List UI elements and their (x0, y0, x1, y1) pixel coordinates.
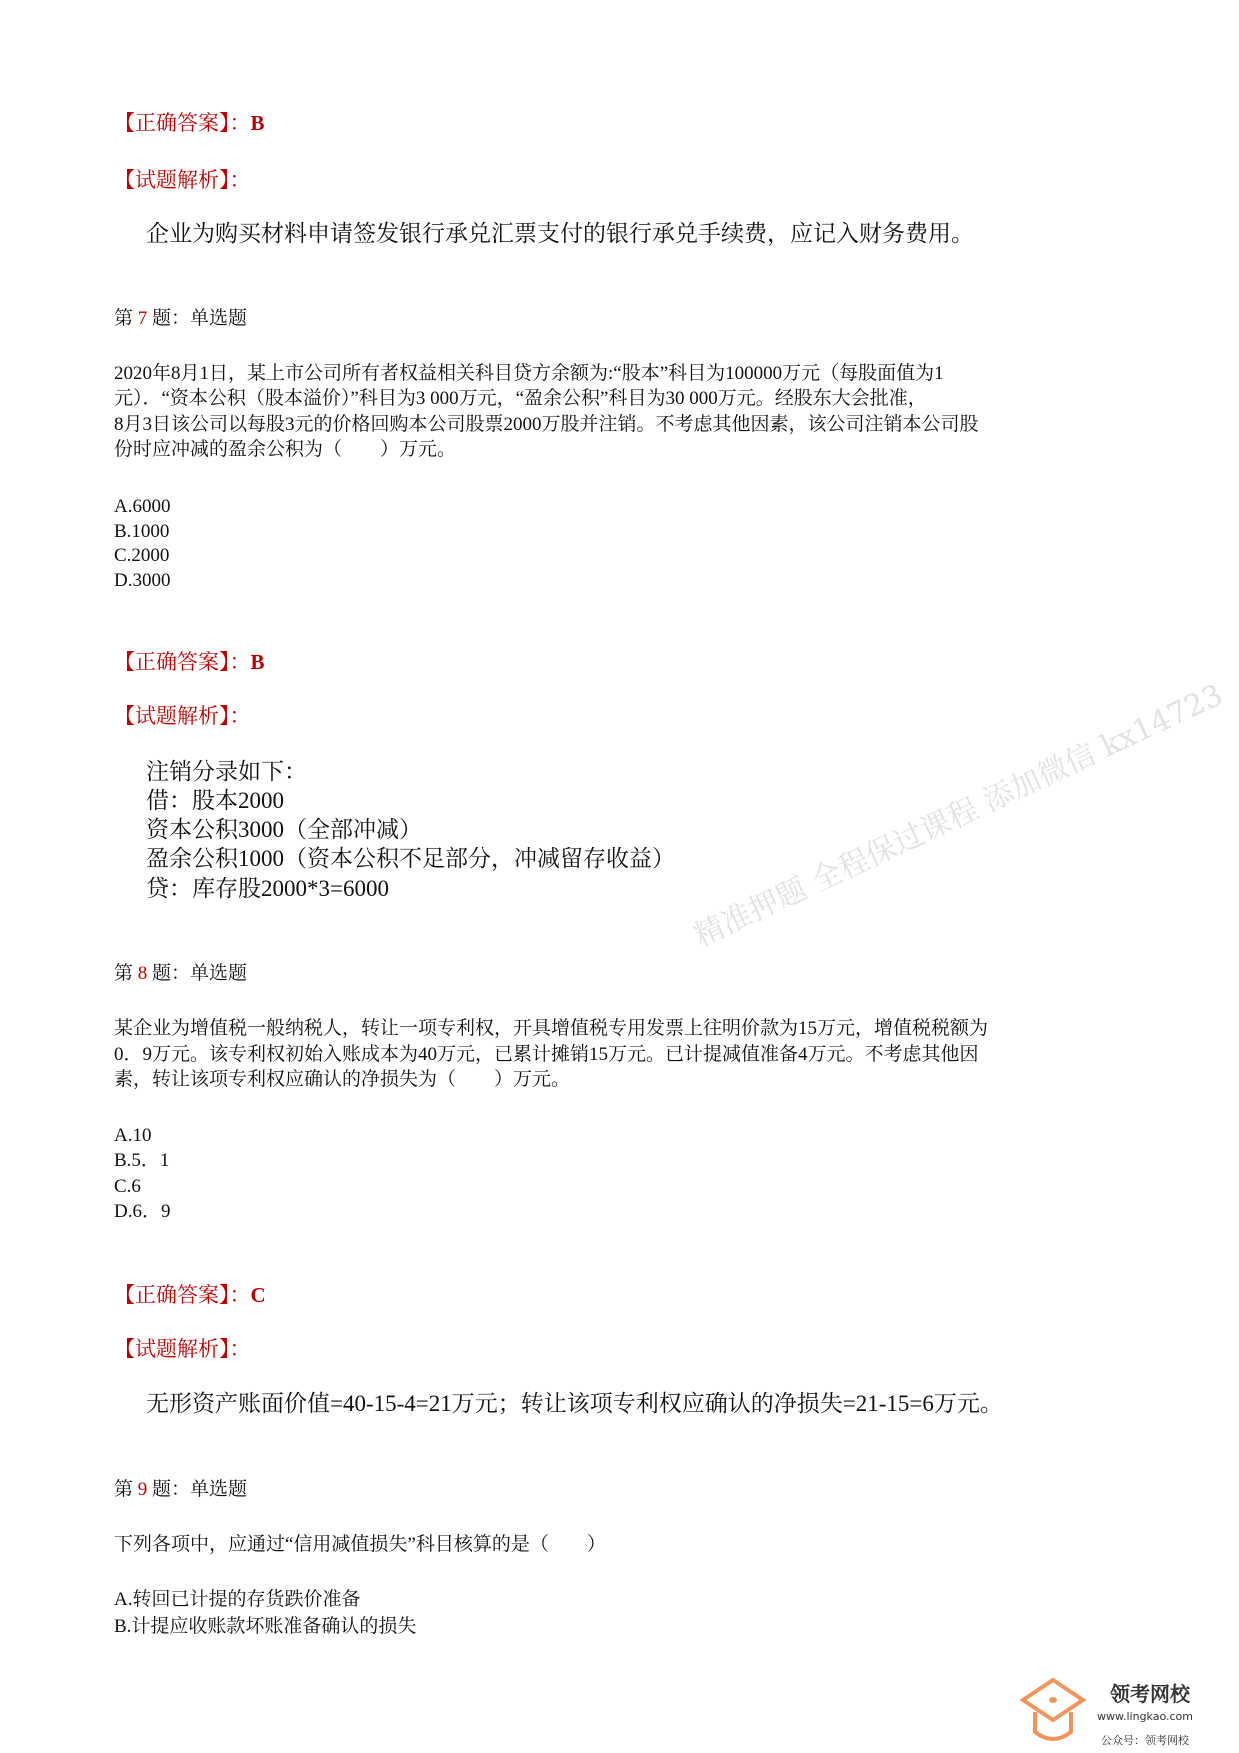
analysis-label: 【试题解析】： (114, 1337, 251, 1361)
option-text: B.1000 (114, 520, 170, 542)
question-line (114, 415, 979, 434)
lingkao-logo (1015, 1670, 1239, 1753)
option-text: D.6．9 (114, 1200, 171, 1222)
question-text-line: 份时应冲减的盈余公积为（ ）万元。 (114, 438, 457, 460)
option-item (114, 497, 170, 516)
answer-value: C (250, 1283, 266, 1307)
question-line (114, 440, 456, 459)
analysis-text: 企业为购买材料申请签发银行承兑汇票支付的银行承兑手续费，应记入财务费用。 (146, 221, 974, 246)
option-item (114, 1202, 170, 1221)
analysis-label: 【试题解析】： (114, 168, 251, 192)
q-number: 8 (137, 963, 148, 984)
analysis-text: 借：股本2000 (146, 788, 284, 813)
analysis-text: 贷：库存股2000*3=6000 (146, 876, 389, 901)
question-heading (114, 309, 247, 328)
analysis-text: 资本公积3000（全部冲减） (146, 817, 422, 842)
question-text-line: 元）．“资本公积（股本溢价）”科目为3 000万元，“盈余公积”科目为30 000万元。经股东大会批准， (114, 388, 927, 410)
answer-label: 【正确答案】： (114, 1283, 251, 1307)
q-number: 7 (137, 308, 148, 329)
logo-url: www.lingkao.com (1097, 1710, 1193, 1723)
q-number: 9 (137, 1479, 148, 1500)
option-text: D.3000 (114, 569, 171, 591)
question-text-line: 2020年8月1日，某上市公司所有者权益相关科目贷方余额为:“股本”科目为100000万元（每股面值为1 (114, 363, 944, 384)
analysis-line (146, 877, 389, 900)
option-text: C.2000 (114, 545, 170, 566)
analysis-line (146, 847, 675, 870)
q-type: 题：单选题 (152, 963, 248, 984)
option-text: A.转回已计提的存货跌价准备 (114, 1589, 361, 1610)
question-text-line: 0．9万元。该专利权初始入账成本为40万元，已累计摊销15万元。已计提减值准备4万元。不考虑其他因 (114, 1043, 979, 1065)
question-text-line: 素，转让该项专利权应确认的净损失为（ ）万元。 (114, 1069, 571, 1090)
option-item (114, 1590, 360, 1609)
question-text-line: 8月3日该公司以每股3元的价格回购本公司股票2000万股并注销。不考虑其他因素，该公司注销本公司股 (114, 413, 979, 435)
question-text-line: 下列各项中，应通过“信用减值损失”科目核算的是（ ） (114, 1534, 606, 1555)
question-line (114, 1535, 606, 1554)
correct-answer (114, 652, 265, 673)
analysis-line (146, 760, 307, 783)
option-text: B.计提应收账款坏账准备确认的损失 (114, 1615, 417, 1637)
q-prefix: 第 (114, 963, 134, 984)
q-prefix: 第 (114, 1479, 134, 1500)
analysis-line (146, 818, 422, 841)
option-item (114, 1151, 169, 1170)
question-heading (114, 1480, 247, 1499)
correct-answer (114, 1285, 266, 1306)
analysis-heading (114, 1339, 251, 1360)
option-item (114, 1617, 416, 1636)
q-type: 题：单选题 (152, 308, 248, 329)
answer-value: B (250, 111, 265, 135)
analysis-line (146, 222, 974, 245)
question-heading (114, 964, 247, 983)
option-item (114, 546, 169, 565)
option-item (114, 571, 170, 590)
analysis-label: 【试题解析】： (114, 704, 251, 728)
q-type: 题：单选题 (152, 1479, 248, 1500)
analysis-text: 盈余公积1000（资本公积不足部分，冲减留存收益） (146, 846, 675, 871)
logo-wechat: 公众号：领考网校 (1101, 1734, 1189, 1747)
answer-label: 【正确答案】： (114, 111, 251, 135)
analysis-heading (114, 706, 251, 727)
option-item (114, 1177, 141, 1196)
analysis-text: 无形资产账面价值=40-15-4=21万元；转让该项专利权应确认的净损失=21-15=6万元。 (146, 1391, 1003, 1416)
q-prefix: 第 (114, 308, 134, 329)
analysis-line (146, 1392, 1003, 1415)
question-text-line: 某企业为增值税一般纳税人，转让一项专利权，开具增值税专用发票上往明价款为15万元，增值税税额为 (114, 1018, 989, 1039)
question-line (114, 1070, 570, 1089)
logo-name: 领考网校 (1110, 1682, 1190, 1706)
analysis-heading (114, 170, 251, 191)
analysis-text: 注销分录如下： (146, 759, 307, 784)
watermark: 精准押题 全程保过课程 添加微信 kx14723 (688, 677, 1229, 955)
option-text: A.10 (114, 1125, 152, 1146)
option-text: B.5．1 (114, 1150, 170, 1172)
correct-answer (114, 113, 265, 134)
option-text: A.6000 (114, 496, 171, 517)
answer-value: B (250, 650, 265, 674)
graduation-cap-icon (1017, 1676, 1089, 1746)
analysis-line (146, 789, 284, 812)
question-line (114, 1019, 988, 1038)
option-text: C.6 (114, 1175, 141, 1197)
option-item (114, 522, 169, 541)
question-line (114, 1045, 979, 1064)
question-line (114, 389, 927, 408)
question-line (114, 364, 944, 383)
answer-label: 【正确答案】： (114, 650, 251, 674)
option-item (114, 1126, 151, 1145)
